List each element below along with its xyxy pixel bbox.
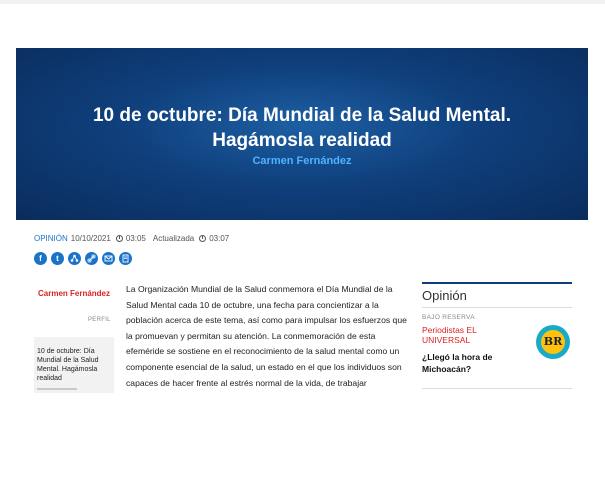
clock-icon: [199, 235, 206, 242]
article-hero: [16, 48, 588, 220]
related-article-title: 10 de octubre: Día Mundial de la Salud Mental. Hagámosla realidad: [37, 348, 99, 382]
column-kicker[interactable]: BAJO RESERVA: [422, 314, 475, 321]
publish-date: 10/10/2021: [70, 234, 111, 243]
share-bar: [34, 252, 132, 265]
opinion-sidebar: [422, 282, 572, 385]
bajo-reserva-logo[interactable]: [536, 325, 570, 359]
sidebar-title: Opinión: [422, 288, 467, 303]
sidebar-rule: [422, 282, 572, 284]
article-meta: [34, 234, 229, 243]
facebook-icon[interactable]: f: [34, 252, 47, 265]
related-article-snippet: [37, 388, 77, 390]
share-icon[interactable]: [68, 252, 81, 265]
article-body: [126, 282, 408, 394]
link-icon[interactable]: [85, 252, 98, 265]
section-link[interactable]: OPINIÓN: [34, 234, 68, 243]
column-author-link[interactable]: Periodistas EL UNIVERSAL: [422, 325, 477, 345]
sidebar-divider: [422, 307, 572, 308]
sidebar-divider-bottom: [422, 388, 572, 389]
updated-label: Actualizada: [152, 234, 195, 243]
opinion-item[interactable]: [422, 325, 572, 385]
hero-author-link[interactable]: Carmen Fernández: [252, 155, 352, 167]
clock-icon: [116, 235, 123, 242]
column-headline-link[interactable]: ¿Llegó la hora de Michoacán?: [422, 352, 493, 374]
save-icon[interactable]: [119, 252, 132, 265]
related-article-card[interactable]: [34, 337, 114, 393]
profile-link[interactable]: PERFIL: [88, 317, 111, 323]
email-icon[interactable]: [102, 252, 115, 265]
updated-time: 03:07: [209, 234, 230, 243]
page-top-bar: [0, 0, 605, 4]
article-title: 10 de octubre: Día Mundial de la Salud Mental. Hagámosla realidad: [92, 105, 512, 151]
publish-time: 03:05: [125, 234, 146, 243]
article-paragraph: La Organización Mundial de la Salud conmemora el Día Mundial de la Salud Mental cada 10 de octubre, una fecha para concientizar a la población acerca de este tema, así como para impulsar los esfuerzos que la promuevan y permitan su atención. La conmemoración de esta efeméride se sostiene en el reconocimiento de la salud mental como un componente esencial de la salud, un estado en el que los individuos son capaces de hacer frente al estrés normal de la vida, de trabajar: [126, 284, 407, 388]
author-name-link[interactable]: Carmen Fernández: [37, 289, 111, 298]
bajo-reserva-logo-text: BR: [541, 330, 565, 354]
twitter-icon[interactable]: t: [51, 252, 64, 265]
